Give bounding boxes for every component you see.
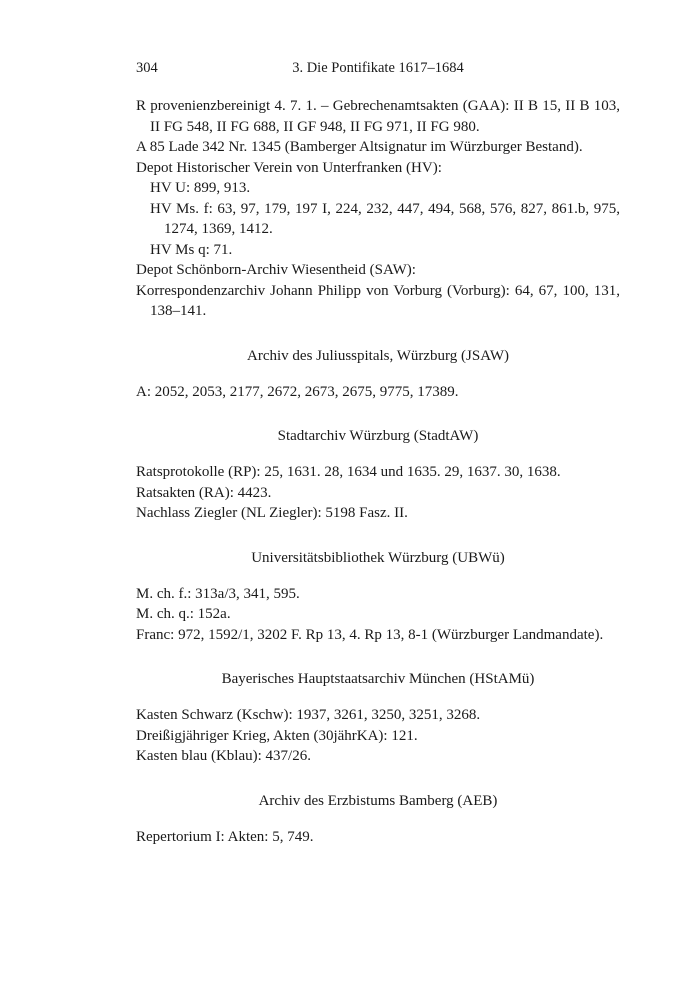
entry-line: Nachlass Ziegler (NL Ziegler): 5198 Fasz. II.: [136, 505, 408, 521]
entry-line: Kasten blau (Kblau): 437/26.: [136, 748, 311, 764]
page: [136, 60, 620, 847]
archive-section: [136, 346, 620, 403]
entry-line: A: 2052, 2053, 2177, 2672, 2673, 2675, 9775, 17389.: [136, 383, 459, 400]
archive-section: [136, 548, 620, 646]
archive-sections: [136, 346, 620, 848]
entry-line: Kasten Schwarz (Kschw): 1937, 3261, 3250, 3251, 3268.: [136, 707, 481, 723]
section-heading: Archiv des Juliusspitals, Würzburg (JSAW): [247, 347, 509, 364]
entry-line: Ratsakten (RA): 4423.: [136, 484, 272, 501]
intro-line: R provenienzbereinigt 4. 7. 1. – Gebrechenamtsakten (GAA): II B 15, II B 103, II FG 548, II FG 688, II GF 948, II FG 971, II FG 980.: [136, 98, 620, 135]
intro-line: Korrespondenzarchiv Johann Philipp von Vorburg (Vorburg): 64, 67, 100, 131, 138–141.: [136, 282, 620, 319]
running-head: [136, 60, 620, 82]
running-title: 3. Die Pontifikate 1617–1684: [292, 60, 464, 76]
entry-line: Ratsprotokolle (RP): 25, 1631. 28, 1634 und 1635. 29, 1637. 30, 1638.: [136, 464, 561, 480]
section-heading: Universitätsbibliothek Würzburg (UBWü): [251, 549, 505, 566]
entry-line: M. ch. q.: 152a.: [136, 606, 231, 622]
entry-line: M. ch. f.: 313a/3, 341, 595.: [136, 585, 300, 602]
entry-line: Franc: 972, 1592/1, 3202 F. Rp 13, 4. Rp 13, 8-1 (Würzburger Landmandate).: [136, 626, 604, 643]
entry-line: Repertorium I: Akten: 5, 749.: [136, 828, 314, 845]
intro-line: HV Ms. f: 63, 97, 179, 197 I, 224, 232, 447, 494, 568, 576, 827, 861.b, 975, 1274, 1369, 1412.: [150, 200, 620, 237]
intro-line: Depot Historischer Verein von Unterfranken (HV):: [136, 159, 442, 176]
intro-line: HV U: 899, 913.: [150, 180, 251, 196]
page-number: 304: [136, 60, 158, 76]
intro-block: [136, 96, 620, 322]
archive-section: [136, 791, 620, 848]
intro-line: Depot Schönborn-Archiv Wiesentheid (SAW):: [136, 262, 416, 278]
archive-section: [136, 669, 620, 767]
entry-line: Dreißigjähriger Krieg, Akten (30jährKA): 121.: [136, 727, 418, 744]
section-heading: Bayerisches Hauptstaatsarchiv München (HStAMü): [221, 671, 535, 687]
intro-line: HV Ms q: 71.: [150, 241, 233, 258]
intro-line: A 85 Lade 342 Nr. 1345 (Bamberger Altsignatur im Würzburger Bestand).: [136, 139, 583, 155]
archive-section: [136, 426, 620, 524]
section-heading: Archiv des Erzbistums Bamberg (AEB): [258, 792, 498, 809]
section-heading: Stadtarchiv Würzburg (StadtAW): [277, 428, 479, 444]
